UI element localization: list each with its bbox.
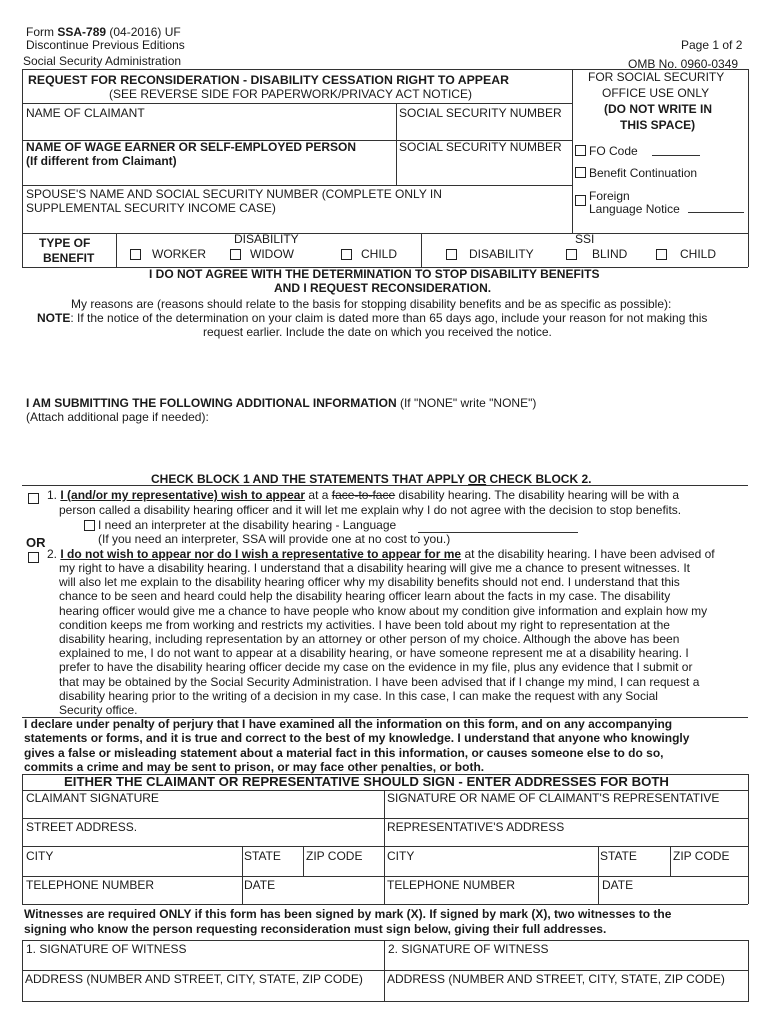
block2-line: hearing officer would give me a chance to have people who know about my condition give information and explain how my [59, 603, 708, 618]
spouse-label-line1: SPOUSE'S NAME AND SOCIAL SECURITY NUMBER (COMPLETE ONLY IN [26, 187, 442, 201]
block2-no-appearance: I do not wish to appear nor do I wish a representative to appear for me [60, 547, 462, 561]
ssi-disability-checkbox[interactable] [446, 249, 457, 260]
rep-address-label: REPRESENTATIVE'S ADDRESS [387, 820, 565, 834]
claimant-signature-input[interactable] [24, 804, 380, 817]
discontinue-note: Discontinue Previous Editions [26, 38, 185, 52]
child-ssi-checkbox[interactable] [656, 249, 667, 260]
block2-line: disability hearing prior to the writing of a decision in my case. In this case, I can make the request with any Social [59, 688, 658, 703]
state-label: STATE [244, 849, 281, 863]
reasons-instruction: My reasons are (reasons should relate to the basis for stopping disability benefits and be as specific as possible): [71, 297, 672, 311]
benefit-continuation-label: Benefit Continuation [589, 166, 698, 180]
child-ssi-label: CHILD [680, 247, 717, 261]
disability-header: DISABILITY [234, 232, 299, 246]
agency-name: Social Security Administration [23, 54, 182, 68]
block2-line: will also let me explain to the disability hearing officer why my disability benefits should not end. I understand that this [59, 575, 680, 590]
or-separator: OR [26, 535, 46, 550]
witness2-signature-label: 2. SIGNATURE OF WITNESS [388, 942, 549, 956]
block1-at: at a [305, 488, 332, 502]
additional-info-label: I AM SUBMITTING THE FOLLOWING ADDITIONAL INFORMATION [26, 396, 397, 410]
additional-info-input[interactable] [24, 425, 746, 469]
widow-checkbox[interactable] [230, 249, 241, 260]
office-use-line2: OFFICE USE ONLY [602, 86, 710, 100]
rep-signature-label: SIGNATURE OR NAME OF CLAIMANT'S REPRESENTATIVE [387, 791, 720, 805]
ssn-label: SOCIAL SECURITY NUMBER [399, 106, 562, 120]
city-label: CITY [26, 849, 54, 863]
witness-instructions [24, 907, 671, 936]
perjury-declaration [24, 717, 689, 775]
street-address-label: STREET ADDRESS. [26, 820, 138, 834]
witness2-address-label: ADDRESS (NUMBER AND STREET, CITY, STATE, ZIP CODE) [387, 972, 725, 986]
block1-face-to-face: face-to-face [331, 488, 396, 502]
date-label: DATE [244, 878, 276, 892]
declaration-line: statements or forms, and it is true and correct to the best of my knowledge. I understand that anyone who knowingly [24, 731, 690, 746]
block2-line: Security office. [59, 703, 138, 718]
block2-line: chance to be seen and heard could help the disability hearing officer learn about the facts in my case. The disability [59, 589, 671, 604]
fo-code-checkbox[interactable] [575, 145, 586, 156]
ssn-input[interactable] [399, 120, 569, 138]
benefit-continuation-checkbox[interactable] [575, 167, 586, 178]
fo-code-field[interactable] [652, 143, 700, 156]
witness1-address-label: ADDRESS (NUMBER AND STREET, CITY, STATE, ZIP CODE) [25, 972, 363, 986]
block1-line2: person called a disability hearing officer and it will let me explain why I do not agree with the decision to stop benefits. [59, 503, 682, 517]
disagree-heading-line1: I DO NOT AGREE WITH THE DETERMINATION TO STOP DISABILITY BENEFITS [149, 267, 600, 281]
privacy-notice-ref: (SEE REVERSE SIDE FOR PAPERWORK/PRIVACY ACT NOTICE) [109, 87, 472, 101]
block1-number: 1. [47, 488, 58, 502]
block2-first: at the disability hearing. I have been advised of [461, 547, 715, 561]
rep-zip-label: ZIP CODE [673, 849, 730, 863]
rep-city-label: CITY [387, 849, 415, 863]
block1-wish-to-appear: I (and/or my representative) wish to appear [60, 488, 306, 502]
claimant-signature-label: CLAIMANT SIGNATURE [26, 791, 159, 805]
ssi-header: SSI [575, 232, 595, 246]
block1-checkbox[interactable] [28, 493, 39, 504]
declaration-line: commits a crime and may be sent to prison, or may face other penalties, or both. [24, 760, 485, 775]
fo-code-label: FO Code [589, 144, 638, 158]
claimant-name-label: NAME OF CLAIMANT [26, 106, 145, 120]
zip-label: ZIP CODE [306, 849, 363, 863]
worker-label: WORKER [152, 247, 206, 261]
language-notice-label: Language Notice [589, 202, 680, 216]
form-number: SSA-789 [57, 25, 107, 39]
check-block-post: CHECK BLOCK 2. [486, 472, 592, 486]
declaration-line: gives a false or misleading statement about a material fact in this information, or causes someone else to do so, [24, 745, 664, 760]
office-use-line3: (DO NOT WRITE IN [604, 102, 712, 116]
note-label: NOTE [37, 311, 71, 325]
check-block-pre: CHECK BLOCK 1 AND THE STATEMENTS THAT APPLY [151, 472, 469, 486]
note-text: : If the notice of the determination on your claim is dated more than 65 days ago, include your reason for not making this [70, 311, 708, 325]
rep-date-label: DATE [602, 878, 634, 892]
block1-rest: disability hearing. The disability hearing will be with a [395, 488, 680, 502]
page-number: Page 1 of 2 [681, 38, 743, 52]
block2-line: condition keeps me from working and restricts my activities. I have been told about my right to representation at the [59, 617, 670, 632]
rep-signature-input[interactable] [387, 804, 745, 817]
note-line2: request earlier. Include the date on which you received the notice. [203, 325, 552, 339]
type-of-label: TYPE OF [39, 236, 91, 250]
interpreter-label: I need an interpreter at the disability hearing - Language [98, 518, 397, 532]
rep-state-label: STATE [600, 849, 637, 863]
claimant-name-input[interactable] [27, 120, 392, 138]
block2-checkbox[interactable] [28, 552, 39, 563]
sign-instructions: EITHER THE CLAIMANT OR REPRESENTATIVE SHOULD SIGN - ENTER ADDRESSES FOR BOTH [64, 774, 669, 789]
block1-line1 [47, 488, 679, 502]
interpreter-checkbox[interactable] [84, 520, 95, 531]
reasons-input[interactable] [24, 342, 746, 390]
block2-paragraph [59, 561, 707, 717]
form-prefix: Form [26, 25, 58, 39]
check-block-heading [151, 472, 591, 486]
foreign-language-checkbox[interactable] [575, 195, 586, 206]
wage-earner-note: (If different from Claimant) [26, 154, 177, 168]
witness2-signature-input[interactable] [387, 955, 745, 969]
additional-info-hint: (If "NONE" write "NONE") [396, 396, 537, 410]
check-block-or: OR [468, 472, 487, 486]
disagree-heading-line2: AND I REQUEST RECONSIDERATION. [274, 281, 492, 295]
worker-checkbox[interactable] [130, 249, 141, 260]
benefit-label: BENEFIT [43, 251, 95, 265]
form-date: (04-2016) UF [106, 25, 181, 39]
ssn2-label: SOCIAL SECURITY NUMBER [399, 140, 562, 154]
witness-line2: signing who know the person requesting reconsideration must sign below, giving their full addresses. [24, 921, 607, 936]
wage-earner-label: NAME OF WAGE EARNER OR SELF-EMPLOYED PERSON [26, 140, 357, 154]
phone-label: TELEPHONE NUMBER [26, 878, 155, 892]
witness1-signature-label: 1. SIGNATURE OF WITNESS [26, 942, 187, 956]
child-disability-checkbox[interactable] [341, 249, 352, 260]
ssi-disability-label: DISABILITY [469, 247, 534, 261]
child-disability-label: CHILD [361, 247, 398, 261]
block2-line1 [47, 547, 715, 561]
blind-checkbox[interactable] [566, 249, 577, 260]
street-address-input[interactable] [24, 833, 380, 845]
block2-number: 2. [47, 547, 58, 561]
witness1-signature-input[interactable] [24, 955, 380, 969]
block2-line: my right to have a disability hearing. I understand that a disability hearing will give me a chance to present witnesses. It [59, 561, 691, 575]
office-use-line1: FOR SOCIAL SECURITY [588, 70, 725, 84]
block2-line: disability hearing, including representation by an attorney or other person of my choice. Although the above has been [59, 632, 680, 647]
language-notice-field[interactable] [688, 200, 744, 213]
interpreter-note: (If you need an interpreter, SSA will provide one at no cost to you.) [98, 532, 451, 546]
block2-line: prefer to have the disability hearing officer decide my case on the evidence in my file, plus any evidence that I submit or [59, 660, 693, 675]
spouse-label-line2: SUPPLEMENTAL SECURITY INCOME CASE) [26, 201, 276, 215]
omb-number: OMB No. 0960-0349 [628, 57, 739, 71]
office-use-line4: THIS SPACE) [620, 118, 696, 132]
declaration-line: I declare under penalty of perjury that I have examined all the information on this form, and on any accompanying [24, 717, 673, 731]
note-line1 [37, 311, 707, 325]
additional-info-heading [26, 396, 536, 410]
foreign-label: Foreign [589, 189, 630, 203]
form-id [26, 25, 181, 39]
block2-line: explained to me, I do not want to appear at a disability hearing, or have someone represent me at a disability hearing. I [59, 646, 689, 661]
witness-line1: Witnesses are required ONLY if this form has been signed by mark (X). If signed by mark (X), two witnesses to the [24, 907, 672, 921]
block2-line: that may be obtained by the Social Security Administration. I have been advised that if I change my mind, I can request a [59, 674, 700, 689]
widow-label: WIDOW [250, 247, 294, 261]
rep-address-input[interactable] [387, 833, 745, 845]
spouse-input[interactable] [27, 215, 567, 231]
blind-label: BLIND [592, 247, 628, 261]
form-title: REQUEST FOR RECONSIDERATION - DISABILITY CESSATION RIGHT TO APPEAR [28, 73, 509, 87]
attach-note: (Attach additional page if needed): [26, 410, 209, 424]
rep-phone-label: TELEPHONE NUMBER [387, 878, 516, 892]
